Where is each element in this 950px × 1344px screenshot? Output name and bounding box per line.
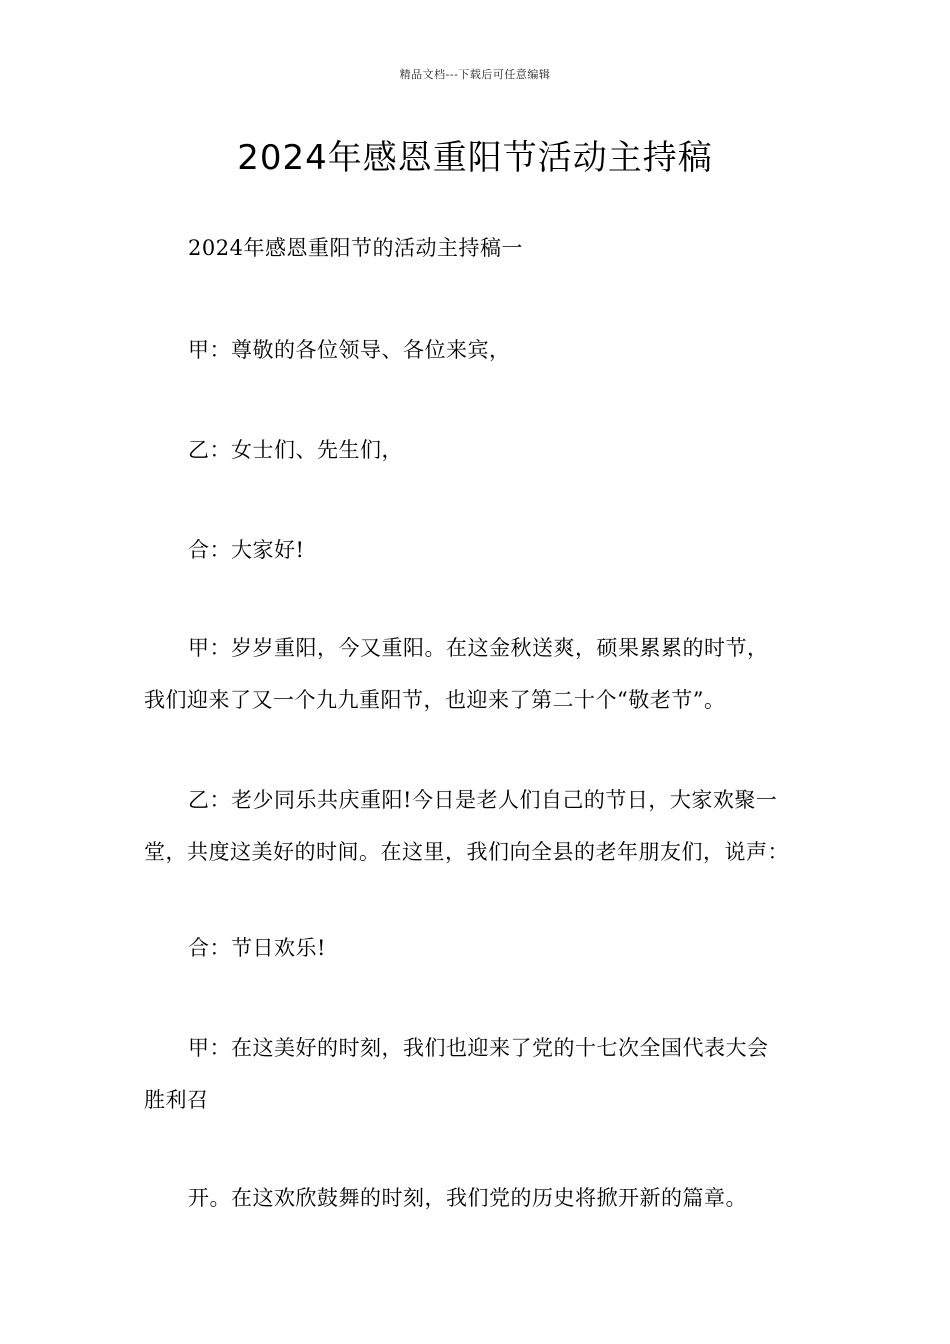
- paragraph-line: 甲：尊敬的各位领导、各位来宾，: [188, 338, 511, 362]
- paragraph-line: 甲：在这美好的时刻，我们也迎来了党的十七次全国代表大会: [188, 1036, 769, 1060]
- paragraph-line: 乙：老少同乐共庆重阳!今日是老人们自己的节日，大家欢聚一: [188, 788, 778, 812]
- paragraph-line: 胜利召: [144, 1088, 209, 1112]
- paragraph-line: 2024年感恩重阳节的活动主持稿一: [188, 236, 523, 260]
- header-note: 精品文档---下载后可任意编辑: [399, 68, 551, 81]
- paragraph-line: 堂，共度这美好的时间。在这里，我们向全县的老年朋友们，说声：: [144, 840, 789, 864]
- paragraph-greeting-jia: [144, 324, 814, 376]
- paragraph-jia-2-cont: [144, 1172, 814, 1224]
- paragraph-line: 我们迎来了又一个九九重阳节，也迎来了第二十个“敬老节”。: [144, 688, 726, 712]
- document-title: 2024年感恩重阳节活动主持稿: [237, 138, 713, 178]
- paragraph-greeting-he: [144, 524, 814, 576]
- paragraph-line: 合：节日欢乐!: [188, 936, 326, 960]
- paragraph-line: 合：大家好!: [188, 538, 305, 562]
- paragraph-greeting-yi: [144, 424, 814, 476]
- paragraph-line: 甲：岁岁重阳，今又重阳。在这金秋送爽，硕果累累的时节，: [188, 636, 769, 660]
- paragraph-he-1: [144, 922, 814, 974]
- paragraph-line: 乙：女士们、先生们，: [188, 438, 403, 462]
- paragraph-jia-1: [144, 622, 814, 726]
- paragraph-line: 开。在这欢欣鼓舞的时刻，我们党的历史将掀开新的篇章。: [188, 1186, 747, 1210]
- paragraph-yi-1: [144, 774, 814, 878]
- paragraph-jia-2: [144, 1022, 814, 1126]
- paragraph-subtitle: [144, 222, 814, 274]
